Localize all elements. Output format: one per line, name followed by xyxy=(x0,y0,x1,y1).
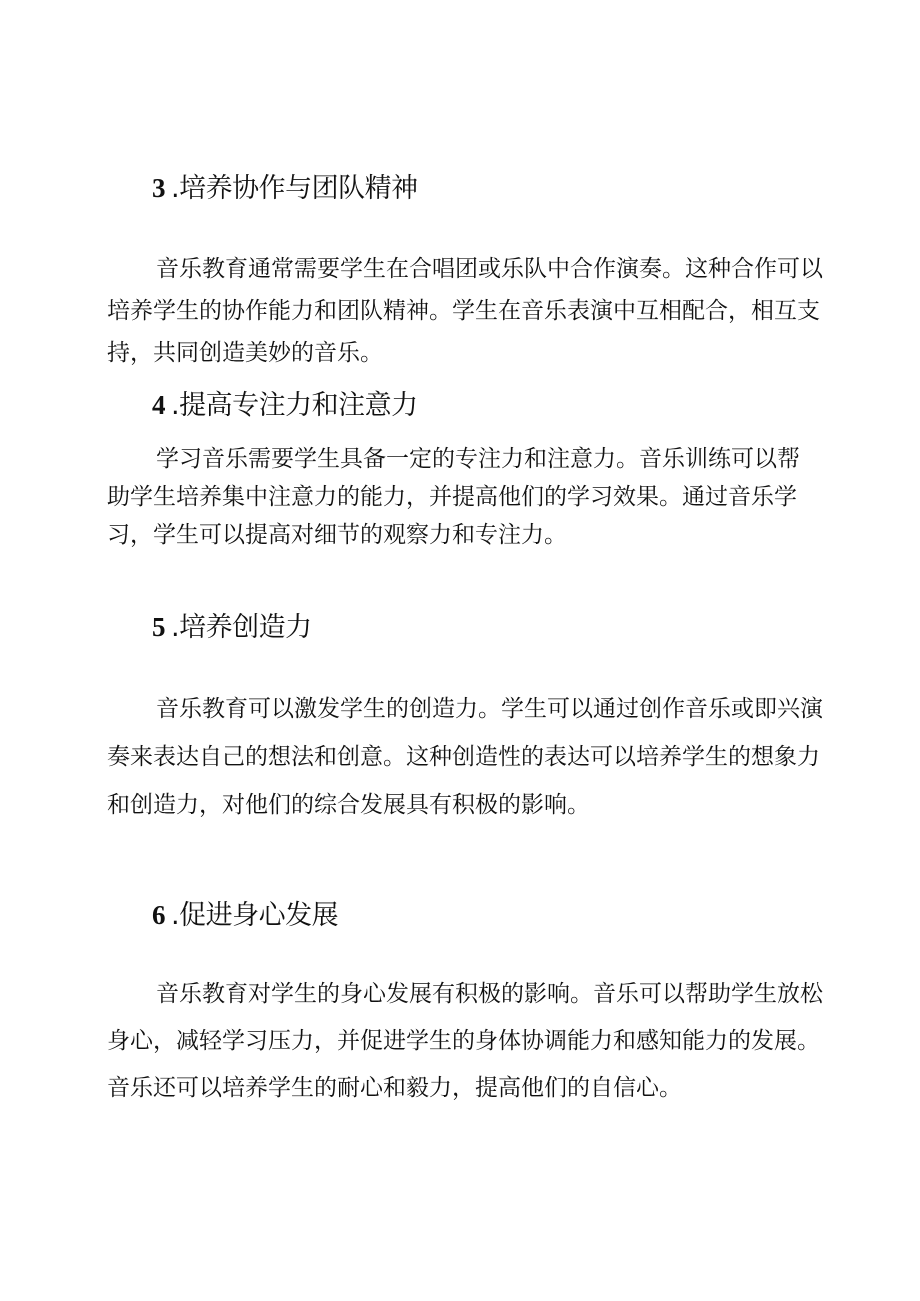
paragraph-line: 和创造力，对他们的综合发展具有积极的影响。 xyxy=(107,792,590,818)
section-title: .促进身心发展 xyxy=(171,900,339,931)
section-title: .培养协作与团队精神 xyxy=(171,173,418,204)
section-heading-3 xyxy=(152,172,418,205)
paragraph-line: 音乐教育通常需要学生在合唱团或乐队中合作演奏。这种合作可以 xyxy=(156,256,823,282)
section-number: 6 xyxy=(152,900,165,930)
paragraph-line: 培养学生的协作能力和团队精神。学生在音乐表演中互相配合，相互支 xyxy=(107,298,820,324)
paragraph-line: 奏来表达自己的想法和创意。这种创造性的表达可以培养学生的想象力 xyxy=(107,744,820,770)
section-number: 4 xyxy=(152,390,165,420)
section-paragraph-4 xyxy=(107,440,815,554)
section-number: 5 xyxy=(152,612,165,642)
section-paragraph-5 xyxy=(107,685,827,829)
paragraph-line: 持，共同创造美妙的音乐。 xyxy=(107,340,383,366)
paragraph-line: 音乐还可以培养学生的耐心和毅力，提高他们的自信心。 xyxy=(107,1075,682,1101)
paragraph-line: 音乐教育可以激发学生的创造力。学生可以通过创作音乐或即兴演 xyxy=(156,696,823,722)
section-heading-6 xyxy=(152,899,338,932)
section-heading-5 xyxy=(152,611,312,644)
section-paragraph-3 xyxy=(107,248,827,374)
section-title: .提高专注力和注意力 xyxy=(171,390,418,421)
paragraph-line: 身心，减轻学习压力，并促进学生的身体协调能力和感知能力的发展。 xyxy=(107,1028,820,1054)
section-heading-4 xyxy=(152,389,418,422)
section-paragraph-6 xyxy=(107,971,837,1112)
section-title: .培养创造力 xyxy=(171,612,312,643)
paragraph-line: 习，学生可以提高对细节的观察力和专注力。 xyxy=(107,522,567,548)
section-number: 3 xyxy=(152,173,165,203)
paragraph-line: 音乐教育对学生的身心发展有积极的影响。音乐可以帮助学生放松 xyxy=(156,981,823,1007)
paragraph-line: 学习音乐需要学生具备一定的专注力和注意力。音乐训练可以帮 xyxy=(156,446,800,472)
paragraph-line: 助学生培养集中注意力的能力，并提高他们的学习效果。通过音乐学 xyxy=(107,484,797,510)
